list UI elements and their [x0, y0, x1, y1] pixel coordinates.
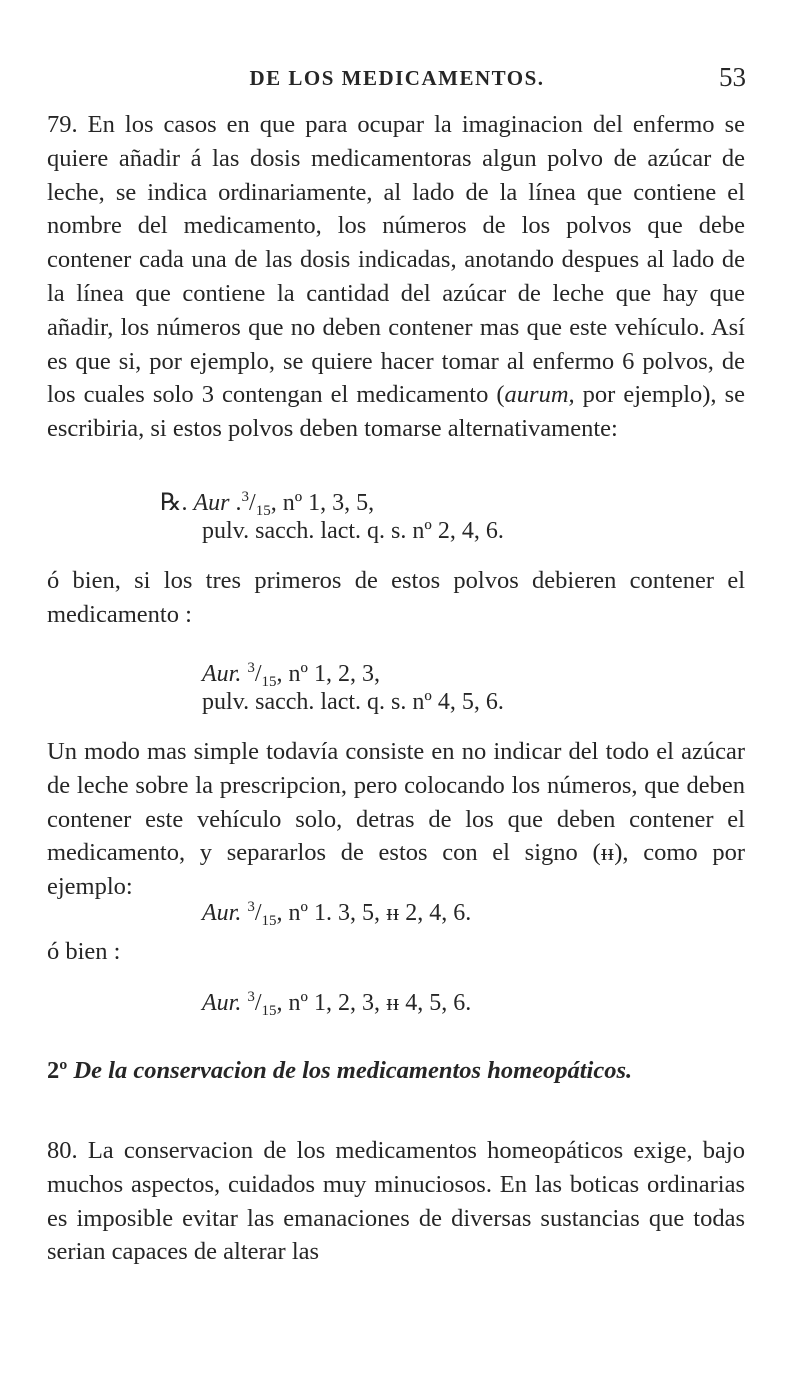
prescription-1-line-2: pulv. sacch. lact. q. s. nº 2, 4, 6.	[202, 518, 504, 544]
paragraph-80: 80. La conservacion de los medicamentos homeopáticos exige, bajo muchos aspectos, cuidados muy minuciosos. En las boticas ordinarias es imposible evitar las emanaciones de diversas sustancias que todas serian capaces de alterar las	[47, 1137, 745, 1266]
rx-symbol: ℞.	[160, 490, 188, 516]
prescription-4	[202, 980, 471, 1028]
page-header	[48, 60, 746, 100]
drug-name: Aur.	[202, 900, 242, 926]
drug-dot: .	[235, 490, 242, 516]
fraction-denominator: 15	[261, 1003, 277, 1019]
section-title: De la conservacion de los medicamentos homeopáticos.	[73, 1057, 633, 1084]
fraction-numerator: 3	[247, 989, 255, 1005]
drug-name: Aur.	[202, 990, 242, 1016]
dose-numbers: , nº 1. 3, 5, ᵻᵻ 2, 4, 6.	[276, 900, 472, 926]
dose-fraction: $^3/_{15}$	[247, 989, 277, 1019]
dose-numbers: , nº 1, 2, 3,	[276, 661, 380, 687]
paragraph-79-text: 79. En los casos en que para ocupar la imaginacion del enfermo se quiere añadir á las dosis medicamentoras algun polvo de azúcar de leche, se indica ordinariamente, al lado de la línea que contiene el nombre del medicamento, los números de los polvos que debe contener cada una de las dosis indicadas, anotando despues al lado de la línea que contiene la cantidad del azúcar de leche que hay que añadir, los números que no deben contener mas que este vehículo. Así es que si, por ejemplo, se quiere hacer tomar al enfermo 6 polvos, de los cuales solo 3 contengan el medicamento (	[47, 111, 745, 409]
fraction-denominator: 15	[255, 503, 271, 519]
fraction-denominator: 15	[261, 674, 277, 690]
dose-fraction: $^3/_{15}$	[247, 899, 277, 929]
fraction-numerator: 3	[241, 489, 250, 505]
paragraph-79-italic: aurum,	[504, 381, 575, 409]
drug-name: Aur.	[202, 661, 242, 687]
paragraph-79	[47, 108, 745, 446]
running-head: DE LOS MEDICAMENTOS.	[249, 66, 545, 90]
dose-numbers: , nº 1, 3, 5,	[270, 490, 375, 516]
drug-name: Aur	[193, 490, 230, 516]
obien-label: ó bien :	[47, 938, 121, 965]
fraction-denominator: 15	[261, 913, 277, 929]
paragraph-simple: Un modo mas simple todavía consiste en no indicar del todo el azúcar de leche sobre la prescripcion, pero colocando los números, que deben contener este vehículo solo, detras de los que deben contener el medicamento, y separarlos de estos con el signo (ᵻᵻ), como por ejemplo:	[47, 738, 745, 901]
section-heading	[47, 1054, 767, 1088]
section-number: 2º	[47, 1057, 68, 1084]
dose-fraction: $^3/_{15}$	[247, 660, 277, 690]
dose-numbers: , nº 1, 2, 3, ᵻᵻ 4, 5, 6.	[276, 990, 472, 1016]
dose-fraction: $^3/_{15}$	[241, 489, 271, 519]
prescription-3	[202, 890, 471, 938]
prescription-2-line-2: pulv. sacch. lact. q. s. nº 4, 5, 6.	[202, 689, 504, 715]
paragraph-obien-1: ó bien, si los tres primeros de estos polvos debieren contener el medicamento :	[47, 567, 745, 628]
fraction-numerator: 3	[247, 660, 255, 676]
page-number: 53	[719, 62, 746, 92]
paragraph-79-end: por ejemplo), se escribiria, si estos polvos deben tomarse alternativamente:	[47, 381, 745, 443]
fraction-numerator: 3	[247, 899, 255, 915]
